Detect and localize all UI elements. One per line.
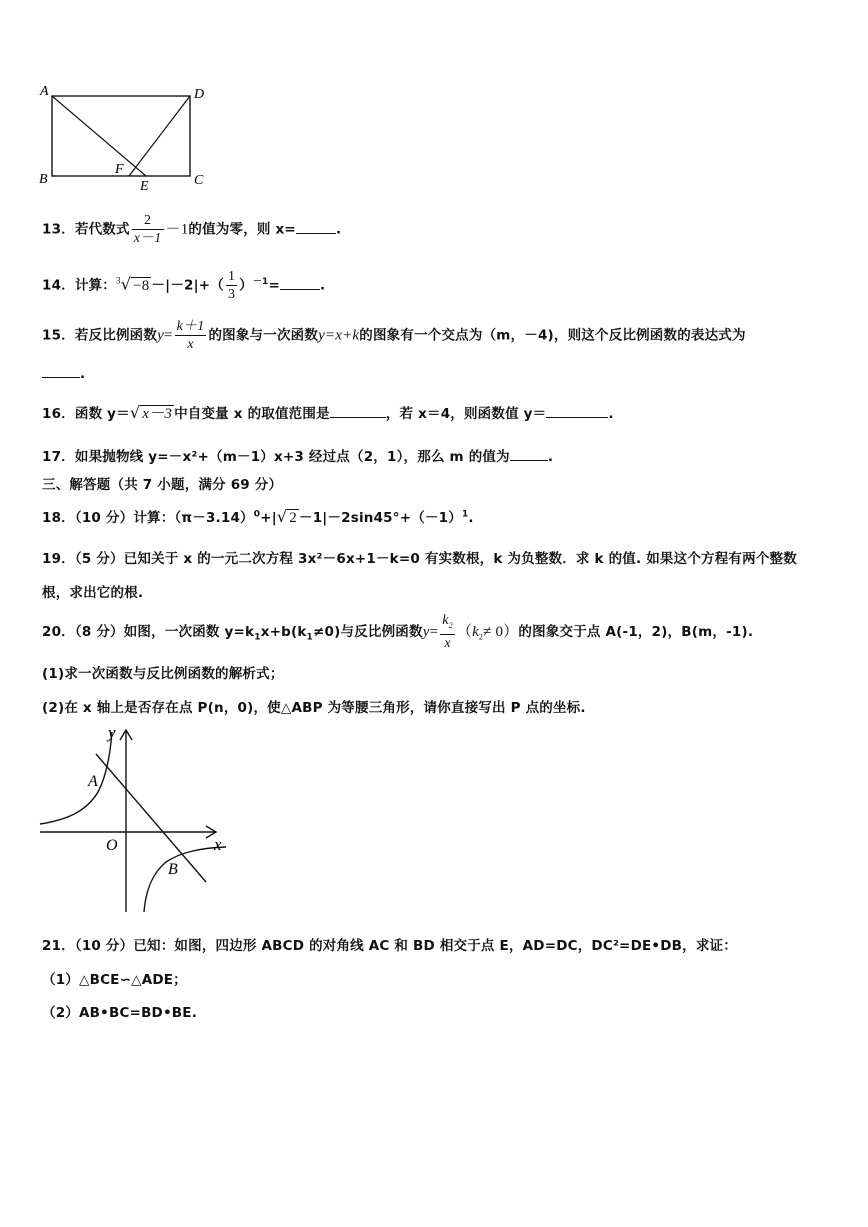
question-15 bbox=[42, 318, 746, 353]
q15-y: y bbox=[157, 327, 164, 344]
function-graph-figure bbox=[36, 722, 236, 918]
q14-suffix: ） bbox=[239, 277, 253, 294]
q18-prefix: 18．（10 分）计算：（π－3.14） bbox=[42, 510, 254, 526]
q14-end: . bbox=[320, 277, 326, 294]
question-18 bbox=[42, 506, 474, 526]
q20-paren-close: ） bbox=[503, 623, 519, 640]
q20-mid1: x+b(k bbox=[260, 623, 307, 640]
q20-sub2-text: (2)在 x 轴上是否存在点 P(n，0)，使△ABP 为等腰三角形，请你直接写出 P 点的坐标. bbox=[42, 700, 586, 716]
q18-plus: +| bbox=[260, 510, 277, 526]
label-f: F bbox=[115, 162, 124, 177]
q20-prefix: 20．（8 分）如图，一次函数 y=k bbox=[42, 623, 255, 640]
label-a: A bbox=[40, 84, 49, 99]
label-c: C bbox=[194, 173, 204, 188]
q16-mid2: ，若 x＝4，则函数值 y＝ bbox=[385, 406, 547, 422]
q13-prefix: 13．若代数式 bbox=[42, 221, 130, 238]
q20-y: y bbox=[422, 623, 430, 640]
question-20 bbox=[42, 612, 753, 652]
q20-denominator: x bbox=[444, 635, 451, 651]
q16-radicand: x－3 bbox=[142, 406, 173, 422]
question-20-sub2 bbox=[42, 696, 586, 716]
q18-exp0: 0 bbox=[253, 509, 261, 520]
q15-prefix: 15．若反比例函数 bbox=[42, 327, 158, 344]
graph-label-a: A bbox=[88, 773, 98, 790]
q19-line1: 19．（5 分）已知关于 x 的一元二次方程 3x²－6x+1－k=0 有实数根，k 为负整数．求 k 的值. 如果这个方程有两个整数 bbox=[42, 551, 797, 567]
radical-icon: √ bbox=[276, 507, 288, 526]
q21-sub1-text: （1）△BCE∽△ADE； bbox=[42, 972, 187, 988]
label-b: B bbox=[39, 172, 48, 187]
q15-denominator: x bbox=[187, 337, 194, 352]
graph-label-y: y bbox=[108, 723, 116, 742]
q15-numerator: k＋1 bbox=[176, 319, 205, 334]
q20-sub2: 1 bbox=[306, 632, 314, 643]
q20-numerator bbox=[440, 612, 455, 635]
q16-mid: 中自变量 x 的取值范围是 bbox=[174, 406, 330, 422]
q20-fraction bbox=[440, 612, 455, 652]
q20-sub1-text: (1)求一次函数与反比例函数的解析式； bbox=[42, 666, 284, 682]
question-21 bbox=[42, 934, 737, 954]
q21-sub2-text: （2）AB•BC=BD•BE. bbox=[42, 1005, 198, 1021]
question-19 bbox=[42, 547, 797, 567]
question-20-sub1 bbox=[42, 662, 284, 682]
q15-answer-blank[interactable] bbox=[42, 365, 80, 378]
radical-icon: √ bbox=[120, 274, 132, 294]
q20-eq: = bbox=[429, 623, 439, 640]
question-14 bbox=[42, 268, 325, 303]
question-13 bbox=[42, 212, 341, 247]
q14-denominator: 3 bbox=[227, 287, 236, 302]
q20-cond-k: k bbox=[472, 623, 479, 640]
q13-denominator: x－1 bbox=[133, 231, 162, 246]
graph-label-x: x bbox=[214, 835, 222, 854]
q14-eq: = bbox=[268, 277, 281, 294]
q20-suffix: 的图象交于点 A(-1，2)，B(m，-1). bbox=[518, 623, 754, 640]
q15-linear: y=x+k bbox=[318, 327, 360, 344]
q14-prefix: 14．计算： bbox=[42, 277, 116, 294]
graph-label-o: O bbox=[106, 837, 118, 854]
q15-mid: 的图象与一次函数 bbox=[208, 327, 319, 344]
q20-cond-rest: ≠ 0 bbox=[483, 623, 504, 640]
section-3-heading bbox=[42, 473, 282, 493]
q18-radicand: 2 bbox=[289, 510, 297, 526]
q20-num-sub: 2 bbox=[448, 620, 453, 630]
q13-after-fraction: －1 bbox=[165, 221, 189, 238]
rectangle-figure bbox=[36, 82, 216, 194]
q18-exp1: 1 bbox=[461, 509, 469, 520]
q17-text: 17．如果抛物线 y=－x²+（m－1）x+3 经过点（2，1），那么 m 的值为 bbox=[42, 449, 510, 465]
q20-cond-sub: 2 bbox=[478, 632, 484, 642]
q19-line2: 根，求出它的根. bbox=[42, 585, 144, 601]
q20-paren: （ bbox=[456, 623, 473, 640]
q16-blank-value[interactable] bbox=[546, 405, 608, 418]
q14-root-index: 3 bbox=[116, 275, 121, 286]
q16-end: . bbox=[608, 406, 614, 422]
question-16 bbox=[42, 402, 614, 422]
q15-suffix: 的图象有一个交点为（m，－4)，则这个反比例函数的表达式为 bbox=[359, 327, 746, 344]
question-17 bbox=[42, 445, 553, 465]
section-3-text: 三、解答题（共 7 小题，满分 69 分） bbox=[42, 477, 283, 493]
q13-fraction bbox=[132, 212, 164, 247]
question-15-line2 bbox=[42, 365, 85, 382]
q17-end: . bbox=[547, 449, 554, 465]
q13-numerator: 2 bbox=[132, 212, 164, 230]
q14-mid: －|－2|+（ bbox=[151, 277, 224, 294]
q14-exponent: －1 bbox=[252, 277, 269, 287]
q14-radicand: −8 bbox=[133, 277, 150, 294]
q18-mid: －1|－2sin45°+（－1） bbox=[299, 510, 462, 526]
q18-end: . bbox=[468, 510, 474, 526]
question-19-line2 bbox=[42, 581, 143, 601]
question-21-sub1 bbox=[42, 968, 187, 988]
q20-sub1: 1 bbox=[254, 632, 261, 643]
label-e: E bbox=[140, 179, 149, 194]
graph-label-b: B bbox=[168, 861, 178, 878]
label-d: D bbox=[194, 87, 205, 102]
q13-answer-blank[interactable] bbox=[296, 221, 336, 234]
q21-text: 21．（10 分）已知：如图，四边形 ABCD 的对角线 AC 和 BD 相交于点 E，AD=DC，DC²=DE•DB，求证： bbox=[42, 938, 737, 954]
q14-answer-blank[interactable] bbox=[280, 277, 320, 290]
q20-num: k bbox=[442, 613, 449, 628]
q15-eq: = bbox=[163, 327, 173, 344]
q15-fraction bbox=[175, 318, 207, 353]
q13-suffix: 的值为零，则 x= bbox=[188, 221, 296, 238]
radical-icon: √ bbox=[129, 403, 141, 422]
q13-end: . bbox=[335, 221, 342, 238]
q16-prefix: 16．函数 y＝ bbox=[42, 406, 130, 422]
q20-mid2: ≠0)与反比例函数 bbox=[313, 623, 423, 640]
q14-fraction bbox=[226, 268, 237, 303]
q15-end: . bbox=[80, 366, 86, 382]
question-21-sub2 bbox=[42, 1001, 197, 1021]
q16-blank-range[interactable] bbox=[330, 405, 386, 418]
q17-answer-blank[interactable] bbox=[510, 448, 548, 461]
q14-numerator: 1 bbox=[227, 269, 236, 284]
